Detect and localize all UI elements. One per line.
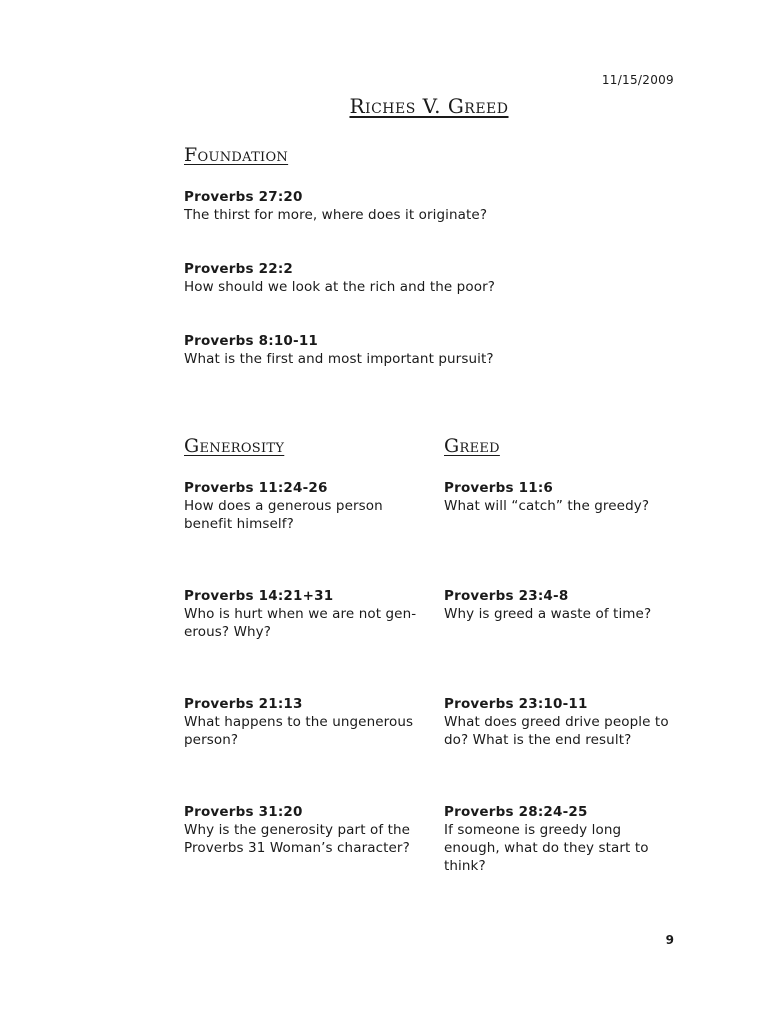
generosity-item — [184, 803, 424, 857]
scripture-reference: Proverbs 14:21+31 — [184, 588, 334, 604]
greed-item — [444, 695, 684, 749]
page-number: 9 — [665, 933, 674, 947]
study-question-line: benefit himself? — [184, 516, 294, 532]
scripture-reference: Proverbs 11:24-26 — [184, 480, 328, 496]
scripture-reference: Proverbs 22:2 — [184, 261, 294, 277]
study-question-line: Why is the generosity part of the — [184, 822, 411, 838]
study-question-line: erous? Why? — [184, 624, 272, 640]
page-title: Riches V. Greed — [349, 94, 509, 118]
scripture-reference: Proverbs 31:20 — [184, 804, 303, 820]
study-question: What is the first and most important pursuit? — [184, 351, 494, 367]
greed-item — [444, 479, 684, 515]
study-question-line: What happens to the ungenerous — [184, 714, 414, 730]
study-question: The thirst for more, where does it originate? — [184, 207, 488, 223]
study-question-line: do? What is the end result? — [444, 732, 632, 748]
scripture-reference: Proverbs 8:10-11 — [184, 333, 319, 349]
study-question-line: think? — [444, 858, 486, 874]
study-question-line: person? — [184, 732, 239, 748]
scripture-reference: Proverbs 11:6 — [444, 480, 554, 496]
scripture-reference: Proverbs 28:24-25 — [444, 804, 588, 820]
study-question-line: How does a generous person — [184, 498, 383, 514]
scripture-reference: Proverbs 23:4-8 — [444, 588, 569, 604]
scripture-reference: Proverbs 23:10-11 — [444, 696, 588, 712]
study-question-line: enough, what do they start to — [444, 840, 649, 856]
scripture-reference: Proverbs 21:13 — [184, 696, 303, 712]
study-question: How should we look at the rich and the poor? — [184, 279, 495, 295]
generosity-item — [184, 587, 424, 641]
foundation-item — [184, 332, 584, 368]
study-question-line: What does greed drive people to — [444, 714, 669, 730]
greed-heading: Greed — [444, 435, 500, 457]
foundation-item — [184, 188, 584, 224]
greed-item — [444, 587, 684, 623]
foundation-heading: Foundation — [184, 144, 289, 166]
greed-item — [444, 803, 684, 875]
generosity-heading: Generosity — [184, 435, 285, 457]
foundation-item — [184, 260, 584, 296]
study-question-line: What will “catch” the greedy? — [444, 498, 650, 514]
date: 11/15/2009 — [601, 73, 674, 87]
scripture-reference: Proverbs 27:20 — [184, 189, 303, 205]
study-question-line: Why is greed a waste of time? — [444, 606, 652, 622]
study-question-line: If someone is greedy long — [444, 822, 622, 838]
generosity-item — [184, 695, 424, 749]
generosity-item — [184, 479, 424, 533]
study-question-line: Who is hurt when we are not gen- — [184, 606, 417, 622]
study-question-line: Proverbs 31 Woman’s character? — [184, 840, 410, 856]
